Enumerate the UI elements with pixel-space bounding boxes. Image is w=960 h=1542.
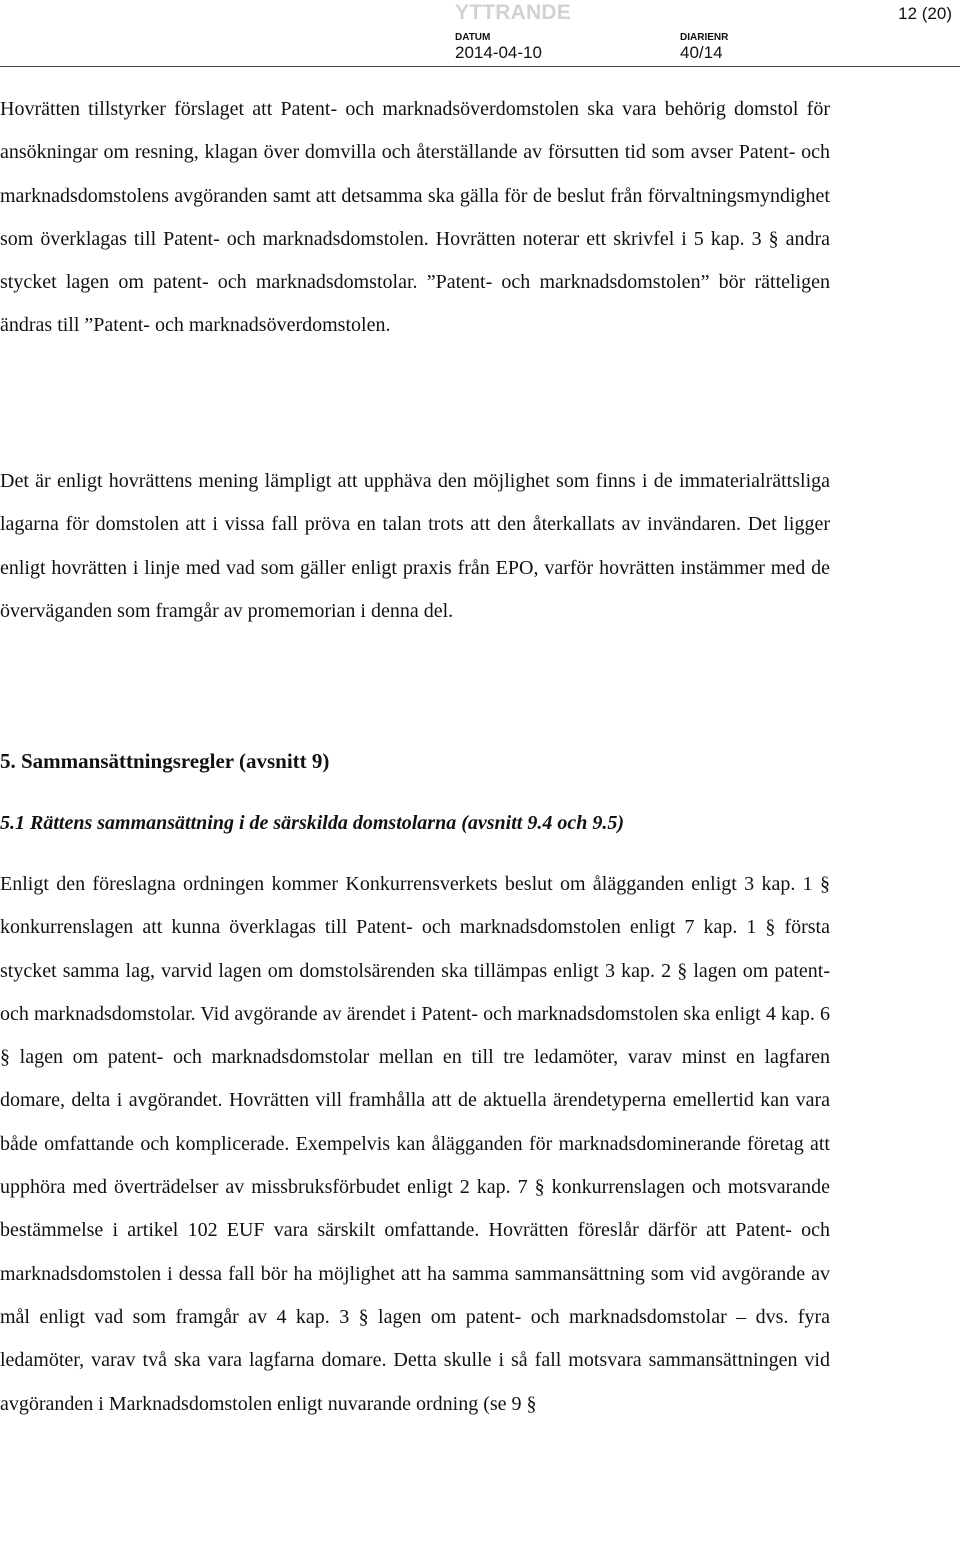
paragraph-1: Hovrätten tillstyrker förslaget att Patent- och marknadsöverdomstolen ska vara behörig domstol för ansökningar om resning, klagan över domvilla och återställande av försutten tid som avser Patent- och marknadsdomstolens avgöranden samt att detsamma ska gälla för de beslut från förvaltningsmyndighet som överklagas till Patent- och marknadsdomstolen. Hovrätten noterar ett skrivfel i 5 kap. 3 § andra stycket lagen om patent- och marknadsdomstolar. ”Patent- och marknadsdomstolen” bör rätteligen ändras till ”Patent- och marknadsöverdomstolen. bbox=[0, 98, 830, 337]
paragraph-2: Det är enligt hovrättens mening lämpligt att upphäva den möjlighet som finns i de immaterialrättsliga lagarna för domstolen att i vissa fall pröva en talan trots att den återkallats av invändaren. Det ligger enligt hovrätten i linje med vad som gäller enligt praxis från EPO, varför hovrätten instämmer med de överväganden som framgår av promemorian i denna del. bbox=[0, 470, 830, 622]
header-divider bbox=[0, 66, 960, 67]
date-value: 2014-04-10 bbox=[455, 43, 542, 62]
page-number: 12 (20) bbox=[898, 4, 952, 23]
diarie-label: DIARIENR bbox=[680, 32, 729, 43]
section-heading: 5. Sammansättningsregler (avsnitt 9) bbox=[0, 749, 330, 773]
subsection-heading: 5.1 Rättens sammansättning i de särskilda domstolarna (avsnitt 9.4 och 9.5) bbox=[0, 812, 624, 834]
document-type-title: YTTRANDE bbox=[455, 1, 571, 24]
diarie-value: 40/14 bbox=[680, 43, 723, 62]
paragraph-3: Enligt den föreslagna ordningen kommer Konkurrensverkets beslut om ålägganden enligt 3 kap. 1 § konkurrenslagen att kunna överklagas till Patent- och marknadsdomstolen enligt 7 kap. 1 § första stycket samma lag, varvid lagen om domstolsärenden ska tillämpas enligt 3 kap. 2 § lagen om patent- och marknadsdomstolar. Vid avgörande av ärendet i Patent- och marknadsdomstolen ska enligt 4 kap. 6 § lagen om patent- och marknadsdomstolar mellan en till tre ledamöter, varav minst en lagfaren domare, delta i avgörandet. Hovrätten vill framhålla att de aktuella ärendetyperna emellertid kan vara både omfattande och komplicerade. Exempelvis kan ålägganden för marknadsdominerande företag att upphöra med överträdelser av missbruksförbudet enligt 2 kap. 7 § konkurrenslagen och motsvarande bestämmelse i artikel 102 EUF vara särskilt omfattande. Hovrätten föreslår därför att Patent- och marknadsdomstolen i dessa fall bör ha möjlighet att ha samma sammansättning som vid avgörande av mål enligt vad som framgår av 4 kap. 3 § lagen om patent- och marknadsdomstolar – dvs. fyra ledamöter, varav två ska vara lagfarna domare. Detta skulle i så fall motsvara sammansättningen vid avgöranden i Marknadsdomstolen enligt nuvarande ordning (se 9 § bbox=[0, 873, 830, 1415]
date-label: DATUM bbox=[455, 32, 491, 43]
